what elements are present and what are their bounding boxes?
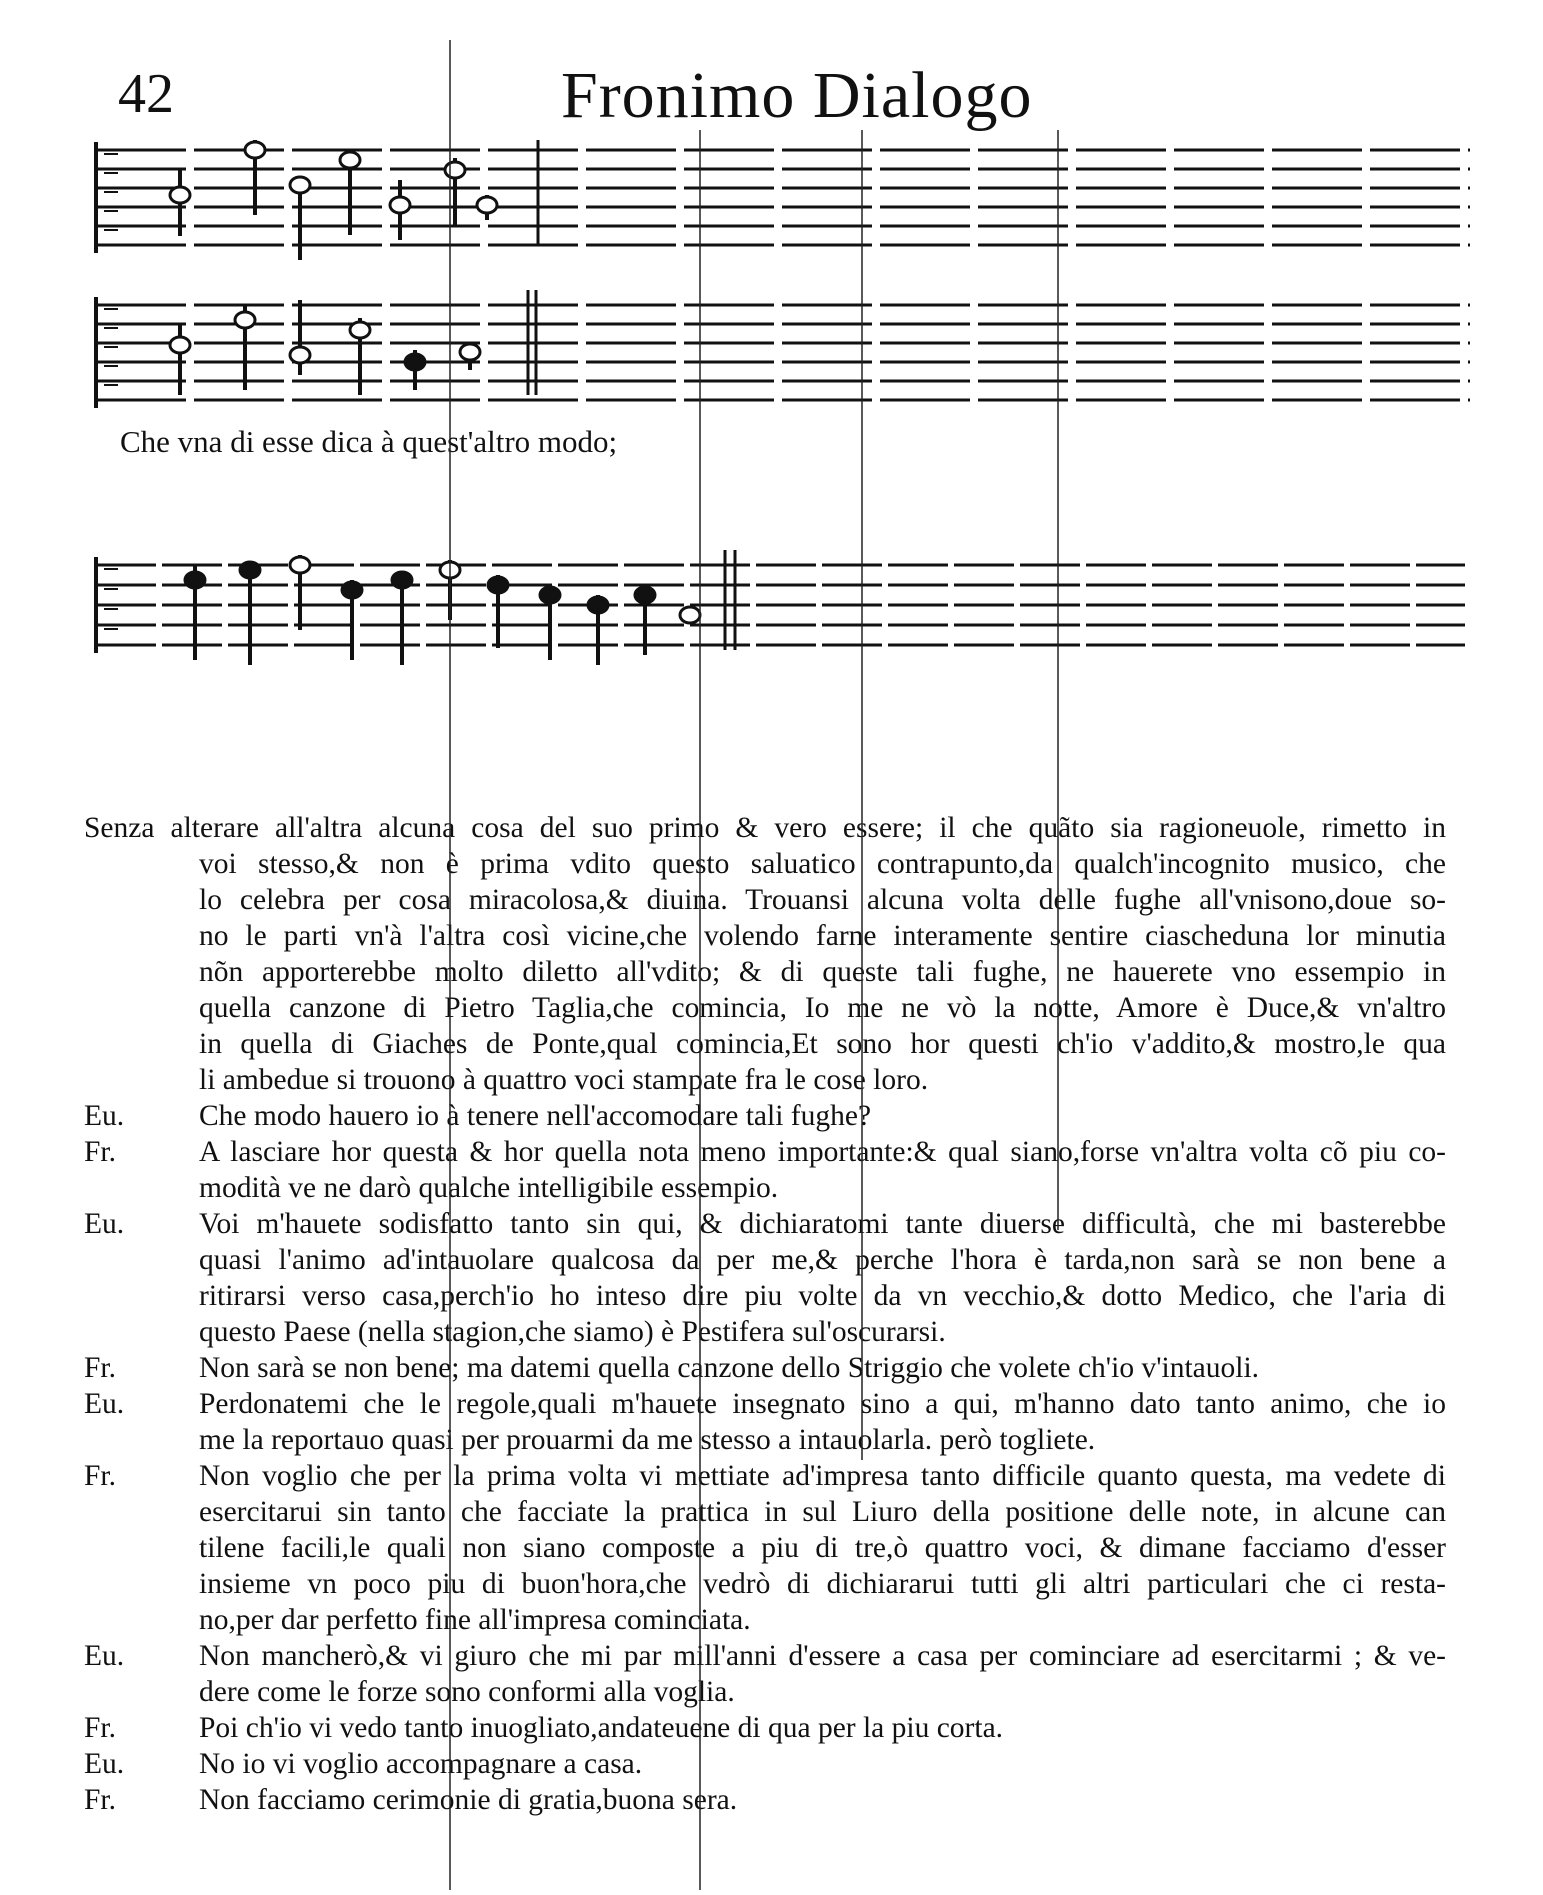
text-line: Voi m'hauete sodisfatto tanto sin qui, & dichiaratomi tante diuerse difficultà, che mi basterebbe: [199, 1208, 1446, 1240]
text-line: A lasciare hor questa & hor quella nota meno importante:& qual siano,forse vn'altra volta cõ piu co-: [199, 1136, 1446, 1168]
speaker-label: Eu.: [84, 1640, 125, 1672]
speech: [199, 1350, 1446, 1386]
text-line: Non mancherò,& vi giuro che mi par mill'anni d'essere a casa per cominciare ad esercitarmi ; & ve-: [199, 1640, 1446, 1672]
speaker-label: Eu.: [84, 1208, 125, 1240]
note-head: [635, 587, 655, 603]
text-line: Senza alterare all'altra alcuna cosa del suo primo & vero essere; il che quãto sia ragioneuole, rimetto in: [84, 812, 1446, 844]
text-line: Che modo hauero io à tenere nell'accomodare tali fughe?: [199, 1100, 872, 1132]
text-line: lo celebra per cosa miracolosa,& diuina. Trouansi alcuna volta delle fughe all'vnisono,doue so-: [199, 884, 1446, 916]
dialogue-entry: [84, 1746, 1446, 1782]
dialogue-entry: [84, 1710, 1446, 1746]
text-line: dere come le forze sono conformi alla voglia.: [199, 1676, 735, 1708]
dialogue-entry: [84, 1098, 1446, 1134]
page-number: 42: [118, 63, 174, 125]
note-head: [540, 587, 560, 603]
speaker-label: Fr.: [84, 1712, 116, 1744]
note-head: [342, 582, 362, 598]
text-line: No io vi voglio accompagnare a casa.: [199, 1748, 643, 1780]
dialogue-entry: [84, 1350, 1446, 1386]
note-head: [392, 572, 412, 588]
note-head: [588, 597, 608, 613]
speaker-label: Fr.: [84, 1136, 116, 1168]
dialogue-entry: [84, 1458, 1446, 1638]
text-line: Non sarà se non bene; ma datemi quella canzone dello Striggio che volete ch'io v'intauoli.: [199, 1352, 1260, 1384]
speech: [199, 1782, 1446, 1818]
text-line: Perdonatemi che le regole,quali m'hauete insegnato sino a qui, m'hanno dato tanto animo, che io: [199, 1388, 1446, 1420]
dialogue-entry: [84, 1134, 1446, 1206]
dialogue-entry: [84, 1782, 1446, 1818]
speech: [84, 810, 1446, 1098]
speech: [199, 1638, 1446, 1710]
note-head: [170, 187, 190, 203]
text-line: Non facciamo cerimonie di gratia,buona sera.: [199, 1784, 738, 1816]
dialogue-entry: [84, 1206, 1446, 1350]
running-title: Fronimo Dialogo: [561, 59, 1033, 132]
note-head: [350, 322, 370, 338]
note-head: [290, 177, 310, 193]
speaker-label: Fr.: [84, 1460, 116, 1492]
text-line: quella canzone di Pietro Taglia,che comincia, Io me ne vò la notte, Amore è Duce,& vn'altro: [199, 992, 1446, 1024]
note-head: [477, 197, 497, 213]
note-head: [290, 347, 310, 363]
text-line: questo Paese (nella stagion,che siamo) è Pestifera sul'oscurarsi.: [199, 1316, 946, 1348]
speaker-label: Fr.: [84, 1784, 116, 1816]
speaker-label: Eu.: [84, 1748, 125, 1780]
note-head: [245, 142, 265, 158]
text-line: tilene facili,le quali non siano composte a piu di tre,ò quattro voci, & dimane facciamo d'esser: [199, 1532, 1446, 1564]
speech: [199, 1710, 1446, 1746]
speech: [199, 1458, 1446, 1638]
text-line: esercitarui sin tanto che facciate la prattica in sul Liuro della positione delle note, in alcune can: [199, 1496, 1446, 1528]
text-line: voi stesso,& non è prima vdito questo saluatico contrapunto,da qualch'incognito musico, che: [199, 848, 1446, 880]
text-line: insieme vn poco piu di buon'hora,che vedrò di dichiararui tutti gli altri particulari che ci resta-: [199, 1568, 1446, 1600]
note-head: [170, 337, 190, 353]
text-line: Poi ch'io vi vedo tanto inuogliato,andateuene di qua per la piu corta.: [199, 1712, 1004, 1744]
dialogue-entry: [84, 810, 1446, 1098]
note-head: [445, 162, 465, 178]
note-head: [240, 562, 260, 578]
speech: [199, 1386, 1446, 1458]
text-line: ritirarsi verso casa,perch'io ho inteso dire piu volte da vn vecchio,& dotto Medico, che l'aria di: [199, 1280, 1446, 1312]
speech: [199, 1134, 1446, 1206]
dialogue-text: [84, 810, 1474, 1818]
note-head: [390, 197, 410, 213]
speech: [199, 1746, 1446, 1782]
music-caption: Che vna di esse dica à quest'altro modo;: [120, 424, 618, 459]
text-line: quasi l'animo ad'intauolare qualcosa da per me,& perche l'hora è tarda,non sarà se non bene a: [199, 1244, 1446, 1276]
note-head: [488, 577, 508, 593]
lute-tablature: [0, 0, 1543, 720]
speech: [199, 1206, 1446, 1350]
text-line: Non voglio che per la prima volta vi mettiate ad'impresa tanto difficile quanto questa, ma vedete di: [199, 1460, 1446, 1492]
speaker-label: Fr.: [84, 1352, 116, 1384]
note-head: [340, 152, 360, 168]
note-head: [680, 607, 700, 623]
speaker-label: Eu.: [84, 1388, 125, 1420]
text-line: nõn apporterebbe molto diletto all'vdito; & di queste tali fughe, ne hauerete vno essempio in: [199, 956, 1446, 988]
text-line: no,per dar perfetto fine all'impresa cominciata.: [199, 1604, 751, 1636]
note-head: [460, 344, 480, 360]
text-line: me la reportauo quasi per prouarmi da me stesso a intauolarla. però togliete.: [199, 1424, 1096, 1456]
note-head: [440, 562, 460, 578]
speaker-label: Eu.: [84, 1100, 125, 1132]
dialogue-entry: [84, 1386, 1446, 1458]
text-line: modità ve ne darò qualche intelligibile essempio.: [199, 1172, 779, 1204]
note-head: [235, 312, 255, 328]
text-line: li ambedue si trouono à quattro voci stampate fra le cose loro.: [199, 1064, 929, 1096]
text-line: in quella di Giaches de Ponte,qual comincia,Et sono hor questi ch'io v'addito,& mostro,le qua: [199, 1028, 1446, 1060]
dialogue-entry: [84, 1638, 1446, 1710]
text-line: no le parti vn'à l'altra così vicine,che volendo farne interamente sentire ciascheduna lor minutia: [199, 920, 1446, 952]
note-head: [405, 354, 425, 370]
note-head: [185, 572, 205, 588]
note-head: [290, 557, 310, 573]
speech: [199, 1098, 1446, 1134]
